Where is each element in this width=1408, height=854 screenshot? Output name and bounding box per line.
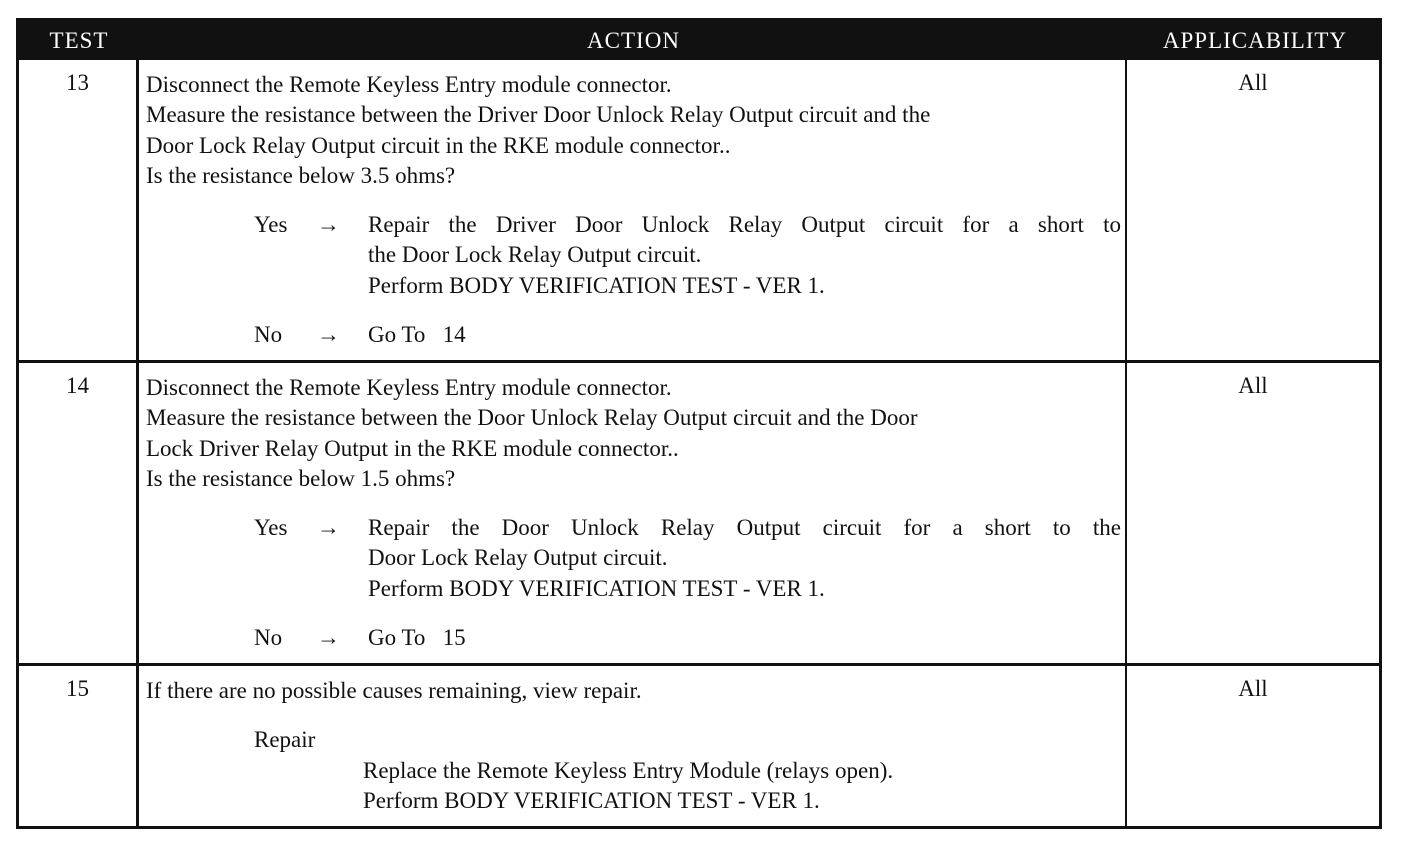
table-row-test-13 [19, 60, 1379, 363]
action-line: Is the resistance below 1.5 ohms? [146, 465, 456, 491]
applicability-value: All [1238, 70, 1268, 95]
result-line: Repair the Door Unlock Relay Output circuit for a short to the [368, 515, 1121, 541]
yes-result [368, 513, 1121, 604]
table-row-test-15 [19, 666, 1379, 829]
test-number: 15 [66, 676, 89, 701]
column-divider [136, 60, 139, 826]
applicability-value: All [1238, 676, 1268, 701]
action-line: Measure the resistance between the Door Unlock Relay Output circuit and the Door [146, 405, 918, 431]
header-test: TEST [19, 21, 139, 60]
result-line: the Door Lock Relay Output circuit. [368, 242, 702, 268]
diagnostic-test-table [16, 18, 1382, 829]
result-line: Repair the Driver Door Unlock Relay Output circuit for a short to [368, 212, 1121, 238]
right-arrow-icon: → [317, 322, 340, 348]
repair-instructions [363, 756, 1121, 817]
right-arrow-icon: → [317, 515, 340, 541]
no-label: No [254, 625, 283, 651]
yes-branch [146, 210, 1121, 301]
no-branch [146, 623, 1121, 653]
action-line: Lock Driver Relay Output in the RKE module connector.. [146, 435, 679, 461]
right-arrow-icon: → [317, 625, 340, 651]
go-to-link[interactable]: Go To 15 [368, 625, 466, 651]
no-label: No [254, 322, 283, 348]
go-to-link[interactable]: Go To 14 [368, 322, 466, 348]
action-line: Is the resistance below 3.5 ohms? [146, 162, 456, 188]
yes-branch [146, 513, 1121, 604]
test-number: 14 [66, 373, 89, 398]
action-line: Measure the resistance between the Driver Door Unlock Relay Output circuit and the [146, 102, 931, 128]
action-line: If there are no possible causes remaining, view repair. [146, 678, 642, 703]
action-line: Door Lock Relay Output circuit in the RKE module connector.. [146, 132, 731, 158]
column-divider [1125, 60, 1127, 826]
action-line: Disconnect the Remote Keyless Entry module connector. [146, 72, 672, 97]
test-number: 13 [66, 70, 89, 95]
right-arrow-icon: → [317, 212, 340, 238]
header-applicability: APPLICABILITY [1128, 21, 1382, 60]
result-line: Perform BODY VERIFICATION TEST - VER 1. [368, 272, 825, 298]
repair-line: Perform BODY VERIFICATION TEST - VER 1. [363, 787, 820, 813]
result-line: Door Lock Relay Output circuit. [368, 545, 668, 571]
applicability-value: All [1238, 373, 1268, 398]
action-cell [146, 676, 1121, 816]
result-line: Perform BODY VERIFICATION TEST - VER 1. [368, 575, 825, 601]
action-cell [146, 373, 1121, 653]
no-branch [146, 320, 1121, 350]
action-line: Disconnect the Remote Keyless Entry module connector. [146, 375, 672, 400]
yes-label: Yes [254, 515, 288, 541]
header-action: ACTION [139, 21, 1128, 60]
repair-line: Replace the Remote Keyless Entry Module (relays open). [363, 757, 894, 783]
yes-result [368, 210, 1121, 301]
action-cell [146, 70, 1121, 350]
repair-label: Repair [254, 727, 316, 753]
table-row-test-14 [19, 363, 1379, 666]
yes-label: Yes [254, 212, 288, 238]
